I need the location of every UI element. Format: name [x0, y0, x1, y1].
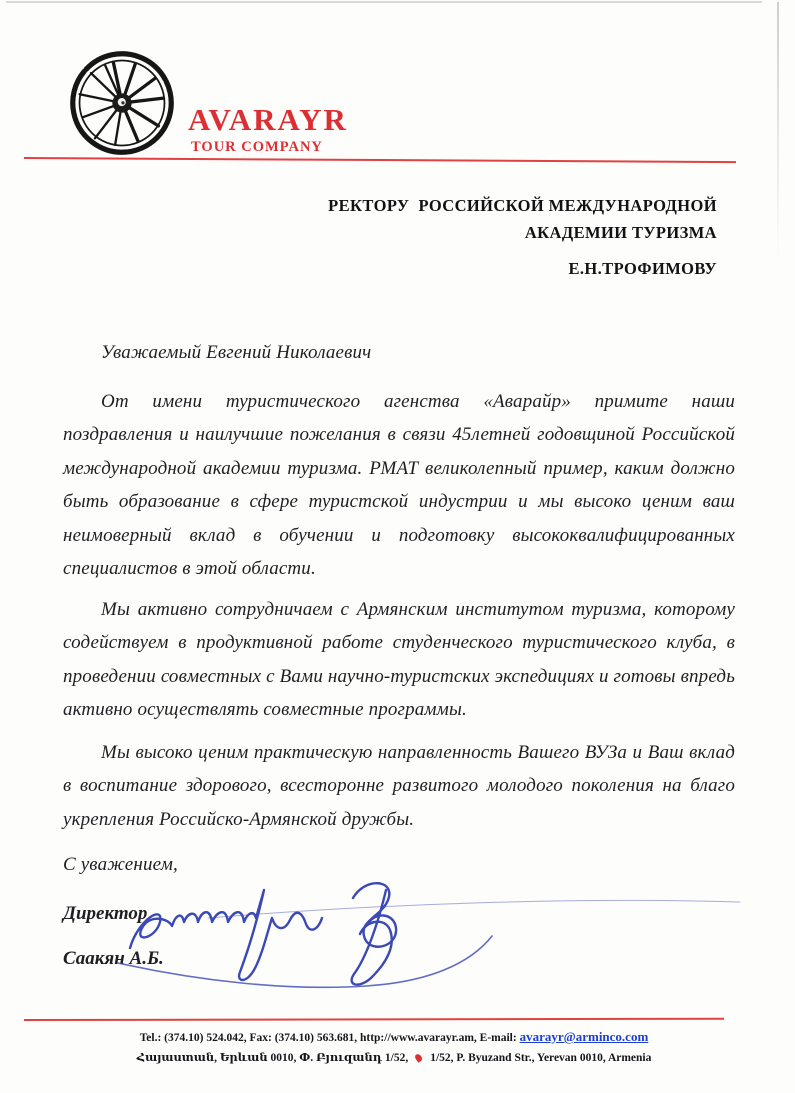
email-link[interactable]: avarayr@arminco.com: [519, 1029, 649, 1044]
letter-body: [63, 336, 735, 882]
signer-title: Директор: [63, 903, 148, 924]
address-english: 1/52, P. Byuzand Str., Yerevan 0010, Armenia: [430, 1052, 652, 1064]
red-droplet-icon: [414, 1053, 424, 1063]
company-subtitle: TOUR COMPANY: [191, 139, 323, 155]
footer: [0, 1027, 788, 1068]
address-armenian: Հայաստան, Երևան 0010, Փ. Բյուզանդ 1/52,: [136, 1052, 409, 1064]
body-line: неимоверный вклад в обучении и подготовку высококвалифицированных: [63, 524, 735, 546]
wagon-wheel-logo-icon: [66, 46, 178, 160]
header-rule: [24, 157, 736, 163]
footer-contact-text: Tel.: (374.10) 524.042, Fax: (374.10) 563.681, http://www.avarayr.am, E-mail:: [139, 1032, 520, 1044]
body-line: активно осуществлять совместные программы.: [63, 699, 467, 720]
body-paragraphs: [63, 385, 735, 837]
salutation: Уважаемый Евгений Николаевич: [101, 342, 372, 363]
body-line: Мы высоко ценим практическую направленность Вашего ВУЗа и Ваш вклад: [101, 741, 735, 763]
recipient-name: Е.Н.ТРОФИМОВУ: [568, 259, 717, 278]
paragraph: [63, 736, 735, 837]
body-line: поздравления и наилучшие пожелания в связи 45летней годовщиной Российской: [63, 424, 735, 445]
body-line: быть образование в сфере туристской индустрии и мы высоко ценим ваш: [63, 491, 735, 512]
recipient-line-1: РЕКТОРУ РОССИЙСКОЙ МЕЖДУНАРОДНОЙ: [328, 196, 717, 215]
company-name: AVARAYR: [188, 102, 348, 137]
body-line: От имени туристического агенства «Аварайр» примите наши: [101, 390, 735, 412]
body-line: укрепления Российско-Армянской дружбы.: [63, 808, 415, 830]
footer-contact-line: [0, 1027, 788, 1048]
signer-name: Саакян А.Б.: [63, 948, 164, 969]
body-line: специалистов в этой области.: [63, 558, 316, 579]
footer-address-line: [0, 1048, 788, 1068]
body-line: содействуем в продуктивной работе студенческого туристического клуба, в: [63, 632, 735, 653]
recipient-line-2: АКАДЕМИИ ТУРИЗМА: [524, 223, 717, 242]
paragraph: [63, 593, 735, 727]
footer-rule: [24, 1018, 724, 1021]
scan-edge-top: [6, 1, 762, 3]
recipient-block: [177, 192, 717, 282]
body-line: проведении совместных с Вами научно-туристских экспедициях и готовы впредь: [63, 665, 735, 687]
handwritten-signature: [98, 868, 748, 996]
scan-edge-right: [777, 2, 779, 262]
body-line: в воспитание здорового, всесторонне развитого молодого поколения на благо: [63, 775, 735, 796]
body-line: Мы активно сотрудничаем с Армянским институтом туризма, которому: [101, 598, 735, 620]
closing: С уважением,: [63, 854, 178, 875]
body-line: международной академии туризма. РМАТ великолепный пример, каким должно: [63, 457, 735, 479]
paragraph: [63, 385, 735, 586]
